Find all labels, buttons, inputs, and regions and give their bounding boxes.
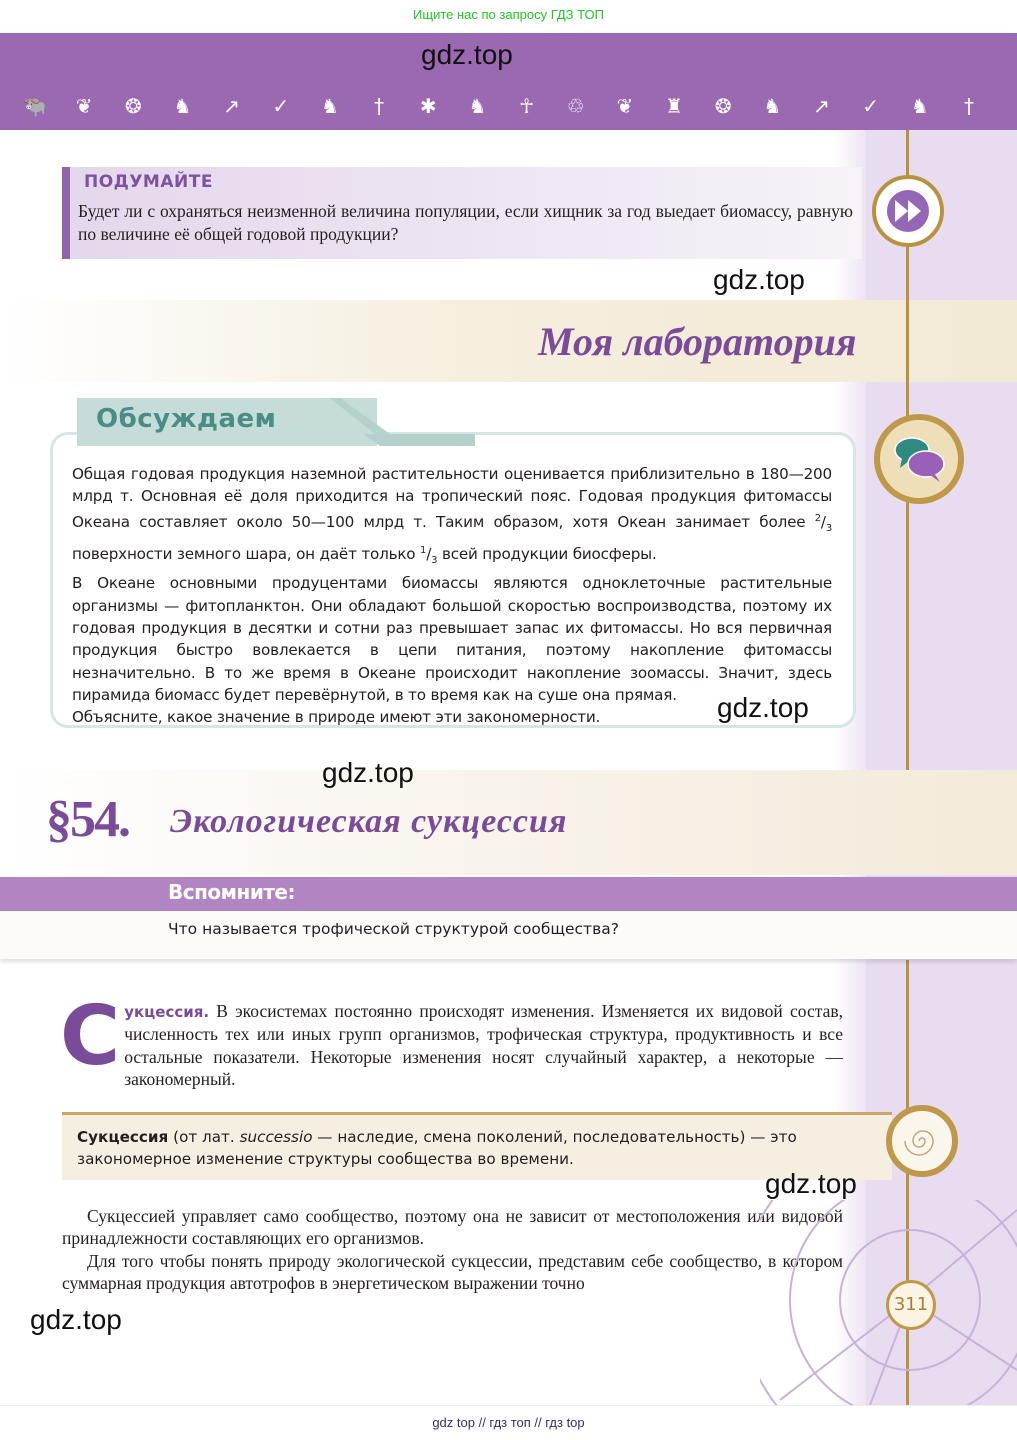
search-banner: Ищите нас по запросу ГДЗ ТОП bbox=[0, 0, 1017, 33]
fast-forward-icon bbox=[887, 190, 929, 232]
watermark: gdz.top bbox=[30, 1304, 122, 1335]
spiral-shell-icon bbox=[892, 1111, 952, 1171]
drop-cap: С bbox=[60, 989, 121, 1084]
horse-icon: ♞ bbox=[173, 94, 192, 118]
human-icon: † bbox=[374, 94, 385, 118]
think-box bbox=[62, 167, 862, 259]
discuss-tab-tail bbox=[300, 398, 475, 446]
watermark: gdz.top bbox=[765, 1168, 857, 1199]
discuss-button[interactable] bbox=[874, 414, 964, 504]
think-title: ПОДУМАЙТЕ bbox=[84, 172, 213, 192]
lab-title: Моя лаборатория bbox=[538, 319, 857, 364]
definition-text: Сукцессия (от лат. successio — наследие, смена поколений, последовательность) — это закономерное изменение структуры сообщества во времени. bbox=[77, 1128, 797, 1169]
section-title: Экологическая сукцессия bbox=[170, 803, 568, 840]
insect-icon: ✱ bbox=[419, 94, 437, 118]
speech-bubbles-icon bbox=[880, 420, 958, 498]
dog-icon: ♞ bbox=[910, 94, 929, 118]
discuss-text: Общая годовая продукция наземной растительности оценивается приблизительно в 180—200 млрд т. Основная её доля приходится на тропический пояс. Годовая продукция фитомассы Океана составляет около 50—100 млрд т. Таким образом, хотя Океан занимает более $^2/_3$ поверхности земного шара, он даёт только $^1/_3$ всей продукции биосферы. В Океане основными продуцентами биомассы являются одноклеточные растительные организмы — фитопланктон. Они обладают большой скоростью воспроизводства, поэтому их годовая продукция в десятки и сотни раз превышает запас их фитомассы. Но вся первичная продукция быстро вовлекается в цепи питания, поэтому накопление фитомассы незначительно. В то же время в Океане происходит накопление зоомассы. Значит, здесь пирамида биомасс будет перевёрнутой, в то время как на суше она прямая. Объясните, какое значение в природе имеют эти закономерности. bbox=[72, 465, 832, 727]
whale-icon: ✓ bbox=[272, 94, 290, 118]
lab-band bbox=[0, 300, 1017, 382]
watermark: gdz.top bbox=[713, 264, 805, 295]
fast-forward-button[interactable] bbox=[872, 175, 944, 247]
human-icon: † bbox=[963, 94, 974, 118]
watermark: gdz.top bbox=[322, 757, 414, 788]
watermark: gdz.top bbox=[717, 692, 809, 723]
gold-vertical-line bbox=[906, 300, 909, 382]
lead-word: укцессия. bbox=[124, 1003, 210, 1021]
recall-band bbox=[0, 877, 1017, 911]
monkey-icon: ☥ bbox=[519, 94, 535, 118]
scorpion-icon: ❂ bbox=[124, 94, 142, 118]
intro-paragraph: Сукцессия. В экосистемах постоянно происходят изменения. Изменяется их видовой состав, численность тех или иных групп организмов, трофическая структура, продуктивность и все остальные показатели. Некоторые изменения носят случайный характер, а некоторые — закономерный. bbox=[60, 989, 843, 1089]
animal-icons-row bbox=[22, 91, 982, 121]
butterfly-icon: ❦ bbox=[616, 94, 634, 118]
butterfly-icon: ❦ bbox=[75, 94, 93, 118]
section-number: §54. bbox=[46, 791, 129, 848]
footer: gdz top // гдз топ // гдз top bbox=[0, 1405, 1017, 1440]
watermark: gdz.top bbox=[421, 39, 513, 70]
bird-icon: ↗ bbox=[813, 94, 830, 118]
bull-icon: ♞ bbox=[468, 94, 487, 118]
bear-icon: ♜ bbox=[665, 94, 683, 118]
bird-icon: ↗ bbox=[223, 94, 240, 118]
bear-icon: 🐃 bbox=[22, 94, 48, 118]
definition-marker bbox=[886, 1105, 958, 1177]
header-band bbox=[0, 33, 1017, 130]
recall-title: Вспомните: bbox=[168, 880, 295, 904]
page-number: 311 bbox=[886, 1280, 936, 1330]
discuss-title: Обсуждаем bbox=[96, 404, 277, 434]
think-text: Будет ли с охраняться неизменной величина популяции, если хищник за год выедает биомассу, равную по величине её общей годовой продукции? bbox=[78, 201, 853, 244]
kangaroo-icon: ♲ bbox=[566, 94, 585, 118]
recall-question: Что называется трофической структурой сообщества? bbox=[168, 920, 619, 938]
horse-icon: ♞ bbox=[763, 94, 782, 118]
dog-icon: ♞ bbox=[320, 94, 339, 118]
body-paragraphs: Сукцессией управляет само сообщество, поэтому она не зависит от местоположения или видовой принадлежности составляющих его организмов. Для того чтобы понять природу экологической сукцессии, представим себе сообщество, в котором суммарная продукция автотрофов в энергетическом выражении точно bbox=[62, 1206, 843, 1293]
scorpion-icon: ❂ bbox=[714, 94, 732, 118]
whale-icon: ✓ bbox=[862, 94, 880, 118]
